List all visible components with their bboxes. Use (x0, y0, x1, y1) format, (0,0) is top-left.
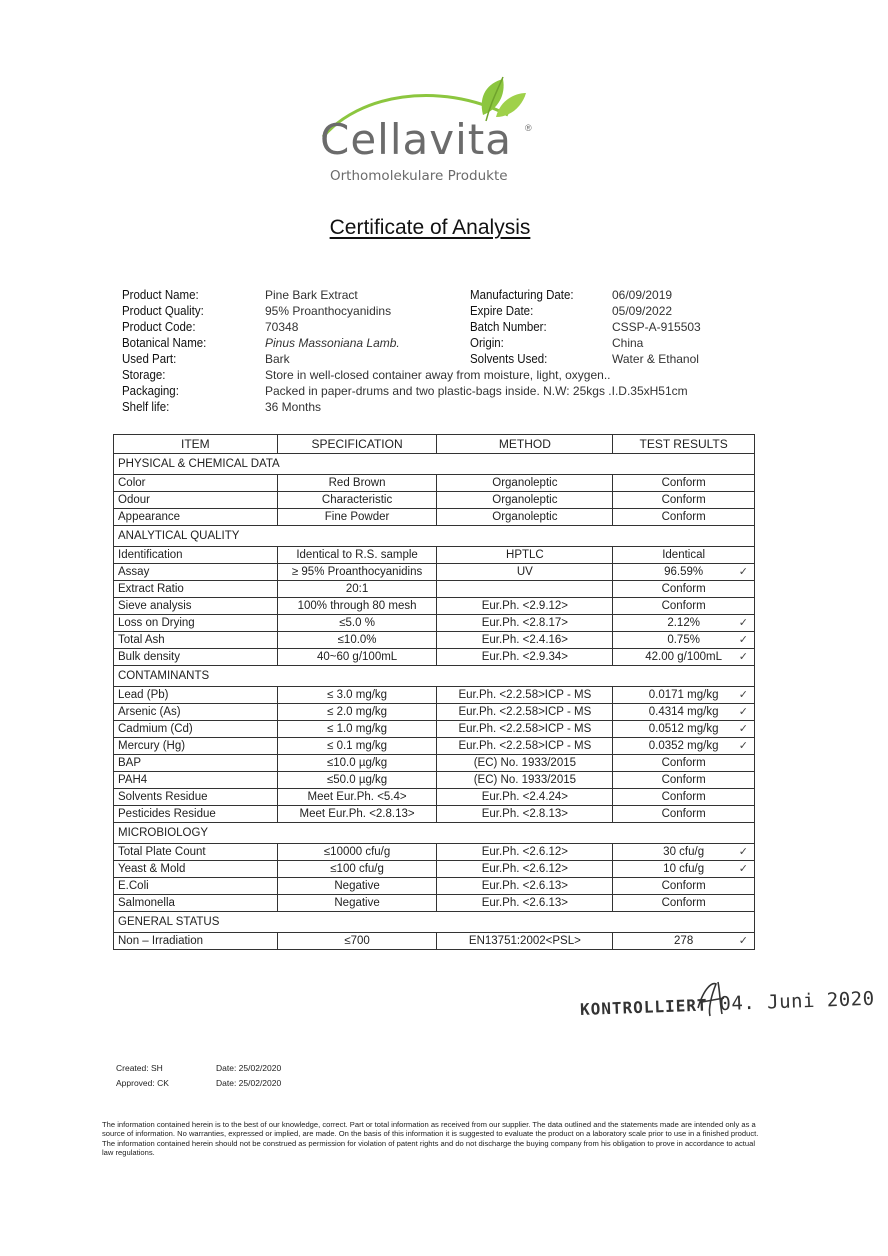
solvents-used-value: Water & Ethanol (612, 352, 699, 366)
storage-value: Store in well-closed container away from moisture, light, oxygen.. (265, 368, 611, 382)
specification-cell: Meet Eur.Ph. <2.8.13> (277, 806, 437, 823)
item-cell: Mercury (Hg) (114, 738, 278, 755)
result-cell (613, 475, 755, 492)
result-cell (613, 738, 755, 755)
result-cell (613, 933, 755, 950)
item-cell: Cadmium (Cd) (114, 721, 278, 738)
result-value: Conform (661, 897, 706, 909)
logo-tagline: Orthomolekulare Produkte (330, 168, 508, 184)
item-cell: Solvents Residue (114, 789, 278, 806)
table-row (114, 598, 755, 615)
section-title: MICROBIOLOGY (114, 823, 755, 844)
method-cell: Eur.Ph. <2.6.13> (437, 878, 613, 895)
column-header-test-results: TEST RESULTS (613, 435, 755, 454)
table-row (114, 615, 755, 632)
result-cell (613, 564, 755, 581)
expire-date-label: Expire Date: (470, 304, 534, 318)
specification-cell: ≤10.0% (277, 632, 437, 649)
check-mark-icon: ✓ (738, 935, 748, 947)
solvents-used-label: Solvents Used: (470, 352, 548, 366)
item-cell: Odour (114, 492, 278, 509)
result-value: 278 (674, 935, 694, 947)
result-value: 0.0171 mg/kg (648, 689, 719, 701)
method-cell: Eur.Ph. <2.6.13> (437, 895, 613, 912)
result-cell (613, 492, 755, 509)
method-cell: Eur.Ph. <2.4.16> (437, 632, 613, 649)
table-body (114, 454, 755, 950)
batch-number-value: CSSP-A-915503 (612, 320, 701, 334)
check-mark-icon: ✓ (738, 651, 748, 663)
result-cell (613, 581, 755, 598)
result-cell (613, 649, 755, 666)
result-cell (613, 509, 755, 526)
section-row (114, 823, 755, 844)
table-row (114, 861, 755, 878)
method-cell: Eur.Ph. <2.2.58>ICP - MS (437, 704, 613, 721)
item-cell: Total Ash (114, 632, 278, 649)
result-value: 0.0512 mg/kg (648, 723, 719, 735)
table-row (114, 649, 755, 666)
section-row (114, 912, 755, 933)
specification-cell: ≤ 0.1 mg/kg (277, 738, 437, 755)
specification-cell: ≤10000 cfu/g (277, 844, 437, 861)
analysis-table (113, 434, 755, 950)
check-mark-icon: ✓ (738, 723, 748, 735)
specification-cell: Identical to R.S. sample (277, 547, 437, 564)
item-cell: E.Coli (114, 878, 278, 895)
batch-number-label: Batch Number: (470, 320, 547, 334)
method-cell: Eur.Ph. <2.8.13> (437, 806, 613, 823)
result-value: 30 cfu/g (663, 846, 705, 858)
method-cell: (EC) No. 1933/2015 (437, 772, 613, 789)
method-cell: Eur.Ph. <2.8.17> (437, 615, 613, 632)
result-value: Conform (661, 494, 706, 506)
check-mark-icon: ✓ (738, 740, 748, 752)
specification-cell: ≤ 1.0 mg/kg (277, 721, 437, 738)
check-mark-icon: ✓ (738, 863, 748, 875)
stamp-date: 04. Juni 2020 (719, 987, 875, 1016)
result-value: Identical (662, 549, 706, 561)
result-value: Conform (661, 880, 706, 892)
method-cell: Eur.Ph. <2.6.12> (437, 844, 613, 861)
method-cell: HPTLC (437, 547, 613, 564)
method-cell: Organoleptic (437, 509, 613, 526)
result-cell (613, 547, 755, 564)
logo-wordmark: Cellavita (320, 115, 512, 164)
method-cell: Eur.Ph. <2.9.12> (437, 598, 613, 615)
section-row (114, 526, 755, 547)
table-row (114, 806, 755, 823)
specification-cell: Negative (277, 895, 437, 912)
item-cell: Assay (114, 564, 278, 581)
specification-cell: Meet Eur.Ph. <5.4> (277, 789, 437, 806)
item-cell: PAH4 (114, 772, 278, 789)
result-cell (613, 895, 755, 912)
check-mark-icon: ✓ (738, 566, 748, 578)
result-value: 0.75% (667, 634, 700, 646)
method-cell (437, 581, 613, 598)
table-row (114, 564, 755, 581)
result-value: Conform (661, 791, 706, 803)
origin-value: China (612, 336, 644, 350)
result-value: Conform (661, 808, 706, 820)
result-value: Conform (661, 511, 706, 523)
registered-mark: ® (525, 123, 532, 133)
specification-cell: Negative (277, 878, 437, 895)
method-cell: Organoleptic (437, 475, 613, 492)
result-value: Conform (661, 600, 706, 612)
check-mark-icon: ✓ (738, 634, 748, 646)
created-date: Date: 25/02/2020 (216, 1063, 282, 1073)
specification-cell: ≥ 95% Proanthocyanidins (277, 564, 437, 581)
result-value: Conform (661, 477, 706, 489)
result-value: 42.00 g/100mL (645, 651, 722, 663)
item-cell: Arsenic (As) (114, 704, 278, 721)
approved-by: Approved: CK (116, 1078, 169, 1088)
botanical-name-value: Pinus Massoniana Lamb. (265, 336, 400, 350)
table-row (114, 755, 755, 772)
check-mark-icon: ✓ (738, 617, 748, 629)
method-cell: Eur.Ph. <2.4.24> (437, 789, 613, 806)
result-value: 0.0352 mg/kg (648, 740, 719, 752)
shelf-life-value: 36 Months (265, 400, 322, 414)
company-logo (318, 75, 538, 190)
specification-cell: ≤ 2.0 mg/kg (277, 704, 437, 721)
specification-cell: Fine Powder (277, 509, 437, 526)
disclaimer-text: The information contained herein is to the best of our knowledge, correct. Part or total information as received from our supplier. The data outlined and the statements made are intended only as a source of information. No warranties, expressed or implied, are made. On the basis of this information it is suggested to evaluate the product on a laboratory scale prior to use in a finished product. The information contained herein should not be construed as permission for violation of patent rights and do not discharge the buying company from his obligation to prove in accordance to actual law regulations. (102, 1120, 759, 1158)
specification-cell: 20:1 (277, 581, 437, 598)
expire-date-value: 05/09/2022 (612, 304, 673, 318)
created-by: Created: SH (116, 1063, 163, 1073)
section-row (114, 666, 755, 687)
result-cell (613, 772, 755, 789)
packaging-value: Packed in paper-drums and two plastic-bags inside. N.W: 25kgs .I.D.35xH51cm (265, 384, 688, 398)
product-quality-value: 95% Proanthocyanidins (265, 304, 392, 318)
result-cell (613, 806, 755, 823)
result-value: 0.4314 mg/kg (648, 706, 719, 718)
table-row (114, 738, 755, 755)
result-value: Conform (661, 757, 706, 769)
document-title: Certificate of Analysis (329, 216, 531, 239)
table-row (114, 704, 755, 721)
result-cell (613, 615, 755, 632)
result-cell (613, 878, 755, 895)
table-row (114, 772, 755, 789)
check-mark-icon: ✓ (738, 706, 748, 718)
specification-cell: Characteristic (277, 492, 437, 509)
packaging-label: Packaging: (122, 384, 179, 398)
manufacturing-date-label: Manufacturing Date: (470, 288, 574, 302)
item-cell: Non – Irradiation (114, 933, 278, 950)
table-row (114, 933, 755, 950)
column-header-item: ITEM (114, 435, 278, 454)
section-title: PHYSICAL & CHEMICAL DATA (114, 454, 755, 475)
stamp-text: KONTROLLIERT (579, 995, 708, 1019)
specification-cell: 40~60 g/100mL (277, 649, 437, 666)
method-cell: Eur.Ph. <2.9.34> (437, 649, 613, 666)
storage-label: Storage: (122, 368, 166, 382)
product-quality-label: Product Quality: (122, 304, 204, 318)
item-cell: Sieve analysis (114, 598, 278, 615)
shelf-life-label: Shelf life: (122, 400, 170, 414)
item-cell: Loss on Drying (114, 615, 278, 632)
table-row (114, 789, 755, 806)
check-mark-icon: ✓ (738, 689, 748, 701)
result-cell (613, 687, 755, 704)
table-row (114, 687, 755, 704)
item-cell: Extract Ratio (114, 581, 278, 598)
product-name-value: Pine Bark Extract (265, 288, 358, 302)
result-value: 96.59% (664, 566, 704, 578)
table-row (114, 844, 755, 861)
specification-cell: ≤50.0 µg/kg (277, 772, 437, 789)
table-row (114, 492, 755, 509)
specification-cell: ≤700 (277, 933, 437, 950)
specification-cell: ≤10.0 µg/kg (277, 755, 437, 772)
specification-cell: 100% through 80 mesh (277, 598, 437, 615)
specification-cell: ≤100 cfu/g (277, 861, 437, 878)
table-row (114, 475, 755, 492)
table-row (114, 547, 755, 564)
item-cell: Lead (Pb) (114, 687, 278, 704)
result-cell (613, 721, 755, 738)
result-value: 10 cfu/g (663, 863, 705, 875)
method-cell: UV (437, 564, 613, 581)
table-row (114, 895, 755, 912)
table-row (114, 878, 755, 895)
method-cell: Eur.Ph. <2.2.58>ICP - MS (437, 687, 613, 704)
signature-scribble (690, 978, 730, 1018)
table-row (114, 632, 755, 649)
result-value: 2.12% (667, 617, 700, 629)
manufacturing-date-value: 06/09/2019 (612, 288, 673, 302)
result-cell (613, 598, 755, 615)
item-cell: Color (114, 475, 278, 492)
section-title: GENERAL STATUS (114, 912, 755, 933)
table-row (114, 509, 755, 526)
used-part-label: Used Part: (122, 352, 177, 366)
item-cell: Pesticides Residue (114, 806, 278, 823)
method-cell: Organoleptic (437, 492, 613, 509)
result-cell (613, 861, 755, 878)
table-row (114, 581, 755, 598)
method-cell: Eur.Ph. <2.2.58>ICP - MS (437, 738, 613, 755)
result-cell (613, 632, 755, 649)
table-header-row (114, 435, 755, 454)
result-cell (613, 704, 755, 721)
result-cell (613, 844, 755, 861)
item-cell: BAP (114, 755, 278, 772)
section-title: CONTAMINANTS (114, 666, 755, 687)
column-header-method: METHOD (437, 435, 613, 454)
used-part-value: Bark (265, 352, 290, 366)
specification-cell: Red Brown (277, 475, 437, 492)
table-row (114, 721, 755, 738)
check-mark-icon: ✓ (738, 846, 748, 858)
section-title: ANALYTICAL QUALITY (114, 526, 755, 547)
item-cell: Bulk density (114, 649, 278, 666)
item-cell: Salmonella (114, 895, 278, 912)
item-cell: Total Plate Count (114, 844, 278, 861)
method-cell: (EC) No. 1933/2015 (437, 755, 613, 772)
result-cell (613, 755, 755, 772)
specification-cell: ≤ 3.0 mg/kg (277, 687, 437, 704)
method-cell: Eur.Ph. <2.6.12> (437, 861, 613, 878)
item-cell: Identification (114, 547, 278, 564)
approved-date: Date: 25/02/2020 (216, 1078, 282, 1088)
origin-label: Origin: (470, 336, 504, 350)
method-cell: EN13751:2002<PSL> (437, 933, 613, 950)
botanical-name-label: Botanical Name: (122, 336, 207, 350)
item-cell: Appearance (114, 509, 278, 526)
product-name-label: Product Name: (122, 288, 199, 302)
product-code-value: 70348 (265, 320, 299, 334)
result-cell (613, 789, 755, 806)
section-row (114, 454, 755, 475)
column-header-specification: SPECIFICATION (277, 435, 437, 454)
specification-cell: ≤5.0 % (277, 615, 437, 632)
result-value: Conform (661, 774, 706, 786)
result-value: Conform (661, 583, 706, 595)
method-cell: Eur.Ph. <2.2.58>ICP - MS (437, 721, 613, 738)
item-cell: Yeast & Mold (114, 861, 278, 878)
product-code-label: Product Code: (122, 320, 196, 334)
